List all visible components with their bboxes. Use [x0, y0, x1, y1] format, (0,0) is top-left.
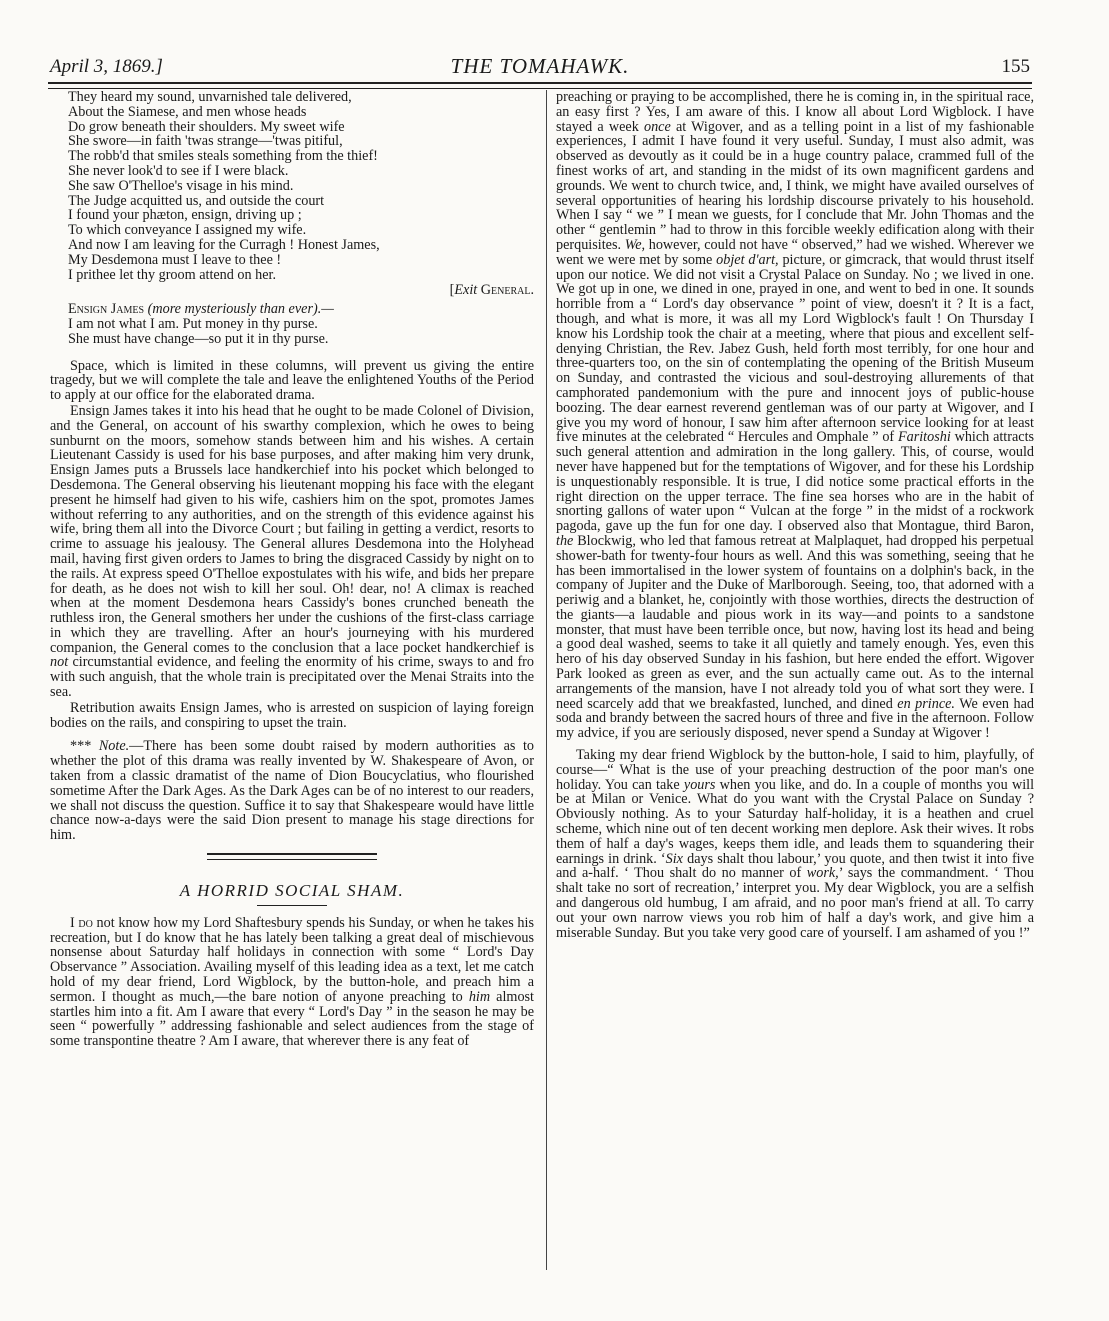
verse-line: The Judge acquitted us, and outside the court — [68, 192, 325, 209]
column-divider — [546, 90, 547, 1270]
emphasis: We, — [624, 236, 646, 253]
section-separator — [207, 853, 377, 860]
emphasis: not — [50, 654, 69, 671]
emphasis: him — [468, 988, 491, 1005]
paragraph — [556, 90, 1034, 741]
speaker-name: Ensign James — [68, 301, 145, 318]
right-column — [556, 90, 1034, 941]
verse-line: I found your phæton, ensign, driving up ; — [68, 207, 302, 224]
emphasis: objet d'art, — [716, 251, 779, 268]
exit-character: General. — [480, 282, 534, 299]
section-title: A HORRID SOCIAL SHAM. — [179, 881, 405, 901]
paragraph: Space, which is limited in these columns, will prevent us giving the entire tragedy, but we will complete the tale and leave the enlightened Youths of the Period to apply at our office for the elaborated drama. — [50, 357, 534, 404]
spacer — [50, 347, 534, 359]
left-column — [50, 90, 534, 1050]
verse-line: They heard my sound, unvarnished tale delivered, — [68, 89, 352, 105]
paragraph-text: which attracts such general attention and admiration in the long gallery. This, of course, would never have happened but for the temptations of Wigover, and for these his Lordship is unquestionably responsible. It is true, I did notice some practical efforts in the right direction on the upper terrace. The fine sea horses who are in the habit of snorting gallons of water upon “ Vulcan at the forge ” in the midst of a rockwork pagoda, gave up the fun for one day. I observed also that Montague, third Baron, — [556, 429, 1035, 535]
verse-line: She saw O'Thelloe's visage in his mind. — [68, 177, 294, 194]
asterism: *** — [70, 738, 99, 755]
verse-line: She never look'd to see if I were black. — [68, 162, 289, 179]
paragraph-text: almost startles him into a fit. Am I aware that every “ Lord's Day ” in the season he may be seen “ powerfully ” addressing fashionable and select audiences from the stage of some transpontine theatre ? Am I aware, that wherever there is any feat of — [50, 988, 535, 1050]
verse-line: To which conveyance I assigned my wife. — [68, 222, 307, 239]
stage-direction-exit: [Exit General. — [449, 282, 534, 299]
emphasis: Faritoshi — [897, 429, 951, 446]
emphasis: yours — [683, 776, 716, 793]
paragraph-text: Taking my dear friend Wigblock by the button-hole, I said to him, playfully, of course—“ What is the use of your preaching destruction of the poor man's one holiday. You can take — [556, 747, 1034, 793]
issue-date: April 3, 1869.] — [50, 56, 163, 77]
paragraph — [50, 916, 534, 1049]
paragraph-text: circumstantial evidence, and feeling the enormity of his crime, sways to and fro with such anguish, that the whole train is precipitated over the Menai Straits into the sea. — [50, 654, 535, 701]
drop-words: I do — [70, 914, 93, 931]
paragraph-text: preaching or praying to be accomplished, there he is coming in, in the spiritual race, an easy first ? Yes, I am aware of this. I know all about Lord Wigblock. I have stayed a week — [556, 89, 1034, 135]
emphasis: en prince. — [897, 695, 955, 712]
note-text: —There has been some doubt raised by modern authorities as to whether the plot of this drama was really invented by W. Shakespeare of Avon, or taken from a classic dramatist of the name of Dion Boucyclatius, who flourished sometime After the Dark Ages. As the Dark Ages can be of no interest to our readers, we shall not discuss the question. Suffice it to say that Shakespeare would have little chance now-a-days were the said Dion present to manage his stage directions for him. — [50, 738, 534, 844]
exit-word: Exit — [454, 282, 478, 299]
paragraph-text: when you like, and do. In a couple of months you will be at Milan or Venice. What do you want with the Crystal Palace on Sunday ? Obviously nothing. As to your Saturday half-holiday, it is a heathen and cruel scheme, which nine out of ten decent working men deplore. Ask their wives. It robs them of half a day's wages, keeps them idle, and leads them to squandering their earnings in drink. ‘ — [556, 776, 1035, 867]
paragraph-text: however, could not have “ observed,” had we wished. Wherever we went we were met by some — [556, 236, 1034, 268]
footnote — [50, 739, 534, 843]
paragraph-text: at Wigover, and as a telling point in a list of my fashionable experiences, I admit I have found it very useful. Sunday, I must also admit, was observed as devoutly as it could be in a huge country palace, crammed full of the finest works of art, and standing in the midst of its own magnificent gardens and grounds. We went to church twice, and, I think, we might have availed ourselves of several opportunities of hearing his lordship discourse privately to his household. When I say “ we ” I mean we guests, for I conclude that Mr. John Thomas and the other “ gentlemin ” had to throw in this forcible weekly edification along with their perquisites. — [556, 118, 1034, 253]
paragraph-text: Ensign James takes it into his head that he ought to be made Colonel of Division, and the General, on account of his swarthy complexion, which he owes to being sunburnt on the moors, somehow stands between him and his wishes. A certain Lieutenant Cassidy is used for his base purposes, and after making him very drunk, Ensign James puts a Brussels lace handkerchief into his pocket which belonged to Desdemona. The General observing his lieutenant mopping his face with the elegant present he himself had given to his wife, cashiers him on the spot, promotes James without referring to any authorities, and on the strength of this evidence against his wife, bring them all into the Divorce Court ; but failing in getting a verdict, resorts to crime to assuage his jealousy. The General allures Desdemona into the Holyhead mail, having first given orders to James to bring the disgraced Cassidy by night on to the rails. At express speed O'Thelloe expostulates with his wife, and bids her prepare for death, as he does not wish to kill her soul. Oh! dear, no! A climax is reached when at the moment Desdemona hears Cassidy's bones crunched beneath the ruthless iron, the General smothers her under the cushions of the first-class carriage in which they are travelling. After an hour's journeying with his murdered companion, the General comes to the conclusion that a lace pocket handkerchief is — [50, 402, 534, 656]
emphasis: once — [643, 118, 671, 135]
verse-line: The robb'd that smiles steals something from the thief! — [68, 148, 378, 165]
paragraph: Retribution awaits Ensign James, who is arrested on suspicion of laying foreign bodies on the rails, and conspiring to upset the train. — [50, 699, 534, 731]
speaker-direction: (more mysteriously than ever).— — [147, 301, 334, 318]
paragraph-text: picture, or gimcrack, that would thrust itself upon our notice. We did not visit a Crystal Palace on Sunday. No ; we lived in one. We got up in one, we dined in one, prayed in one, and went to bed in one. It sounds horrible from a “ Lord's day observance ” point of view, doesn't it ? It is a fact, though, and what is more, it was all my Lord Wigblock's fault ! On Thursday I know his Lordship took the chair at a meeting, where that pious and excellent self-denying Christian, the Rev. Jabez Gush, held forth most terribly, for one hour and three-quarters too, on the sin of contemplating the opening of the British Museum on Sunday, and contrasted the vicious and soul-destroying allurements of that camphorated pandemonium with the pure and innocent joys of public-house boozing. The dear earnest reverend gentleman was of our party at Wigover, and I give you my word of honour, I saw him after afternoon service looking for at least five minutes at the celebrated “ Hercules and Omphale ” of — [556, 251, 1035, 446]
page-header — [50, 54, 1030, 80]
emphasis: Six — [665, 850, 683, 867]
paragraph-text: Blockwig, who led that famous retreat at Malplaquet, had dropped his perpetual shower-bath for twenty-four hours as well. And this was something, seeing that he has been immortalised in the lower system of fountains on a dolphin's back, in the company of Jupiter and the Duke of Marlborough. Seeing, too, that adorned with a periwig and a blanket, he, conjointly with those worthies, directs the destruction of the giants—a laudable and pious work in its way—and points to a sandstone monster, that must have been terrible once, but now, having lost its head and being a good deal washed, seems to take it all quietly and tamely enough. Yes, even this hero of his day observed Sunday in his fashion, but here ended the effort. Wigover Park looked as green as ever, and the sun actually came out. As to the internal arrangements of the mansion, have I not already told you of what sort they were. I need scarcely add that we breakfasted, lunched, and dined — [556, 532, 1034, 712]
emphasis: work, — [806, 865, 839, 882]
verse-line: About the Siamese, and men whose heads — [68, 103, 307, 120]
paragraph — [50, 404, 534, 700]
verse-line: She swore—in faith 'twas strange—'twas pitiful, — [68, 133, 343, 150]
paragraph-text: We even had soda and brandy between the sacred hours of three and five in the afternoon. Follow my advice, if you are seriously disposed, never spend a Sunday at Wigover ! — [556, 695, 1034, 742]
verse-line: And now I am leaving for the Curragh ! Honest James, — [68, 236, 380, 253]
paragraph — [556, 748, 1034, 940]
verse-line: My Desdemona must I leave to thee ! — [68, 251, 282, 268]
note-label: Note. — [98, 738, 130, 755]
publication-title: THE TOMAHAWK. — [450, 54, 630, 78]
paragraph-text: not know how my Lord Shaftesbury spends his Sunday, or when he takes his recreation, but I do know that he has lately been talking a great deal of mischievous nonsense about Saturday half holidays in connection with some “ Lord's Day Observance ” Association. Availing myself of this leading idea as a text, let me catch hold of my dear friend, Lord Wigblock, by the button-hole, and preach him a sermon. I thought as much,—the bare notion of anyone preaching to — [50, 914, 534, 1005]
verse-line: I am not what I am. Put money in thy purse. — [68, 315, 318, 332]
verse-block-general — [68, 90, 534, 282]
verse-line: I prithee let thy groom attend on her. — [68, 266, 277, 283]
verse-line: She must have change—so put it in thy purse. — [68, 330, 329, 347]
header-rule — [48, 82, 1032, 89]
speaker-line — [68, 302, 534, 317]
page-number: 155 — [1001, 56, 1030, 77]
title-underline — [257, 905, 327, 906]
emphasis: the — [556, 532, 574, 549]
verse-line: Do grow beneath their shoulders. My sweet wife — [68, 118, 345, 135]
verse-block-ensign — [68, 302, 534, 346]
paragraph-text: days shalt thou labour,’ you quote, and then twist it into five and a-half. ‘ Thou shalt do no manner of — [556, 850, 1035, 882]
paragraph-text: ’ says the commandment. ‘ Thou shalt take no sort of recreation,’ interpret you. My dear Wigblock, you are a selfish and dangerous old humbug, I am afraid, and no poor man's friend at all. To carry out your own narrow views you rob him of half a day's work, and give him a miserable Sunday. But you take very good care of yourself. I am ashamed of you !” — [556, 865, 1035, 941]
